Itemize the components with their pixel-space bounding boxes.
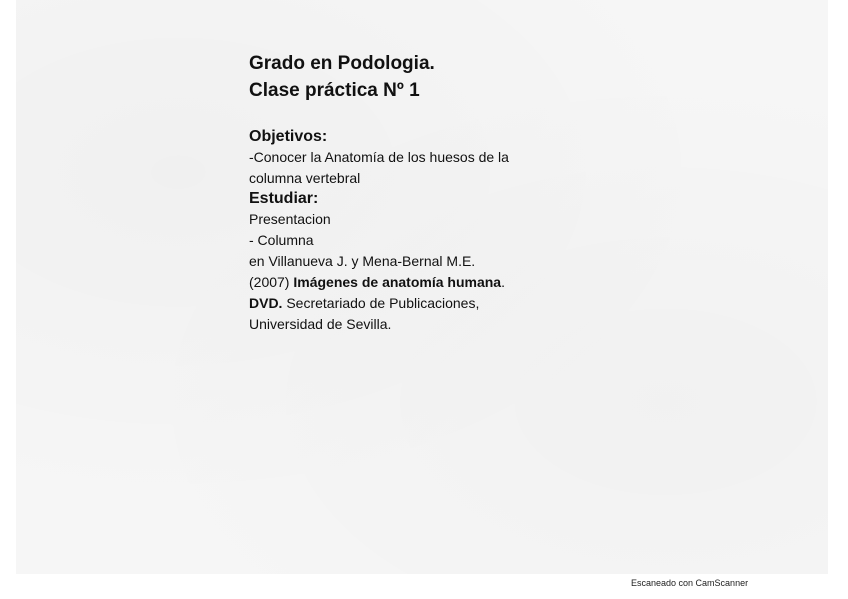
reference-format: DVD. [249, 295, 283, 311]
objectives-heading: Objetivos: [249, 128, 328, 145]
objectives-line-1: -Conocer la Anatomía de los huesos de la [249, 149, 509, 165]
study-line-2: - Columna [249, 232, 314, 248]
study-line-3: en Villanueva J. y Mena-Bernal M.E. [249, 253, 476, 269]
document-content [249, 50, 609, 335]
study-heading: Estudiar: [249, 190, 319, 207]
scanned-sheet [16, 0, 828, 574]
reference-period: . [501, 274, 505, 290]
reference-year: (2007) [249, 274, 294, 290]
study-line-5 [249, 293, 609, 314]
reference-book-title: Imágenes de anatomía humana [293, 274, 502, 290]
title-line-1: Grado en Podologia. [249, 53, 435, 74]
scanner-watermark: Escaneado con CamScanner [631, 578, 749, 588]
reference-publisher: Secretariado de Publicaciones, [282, 295, 480, 311]
objectives-line-2: columna vertebral [249, 170, 361, 186]
study-line-1: Presentacion [249, 211, 331, 227]
study-line-6: Universidad de Sevilla. [249, 316, 392, 332]
title-line-2: Clase práctica Nº 1 [249, 80, 420, 101]
study-line-4 [249, 272, 609, 293]
